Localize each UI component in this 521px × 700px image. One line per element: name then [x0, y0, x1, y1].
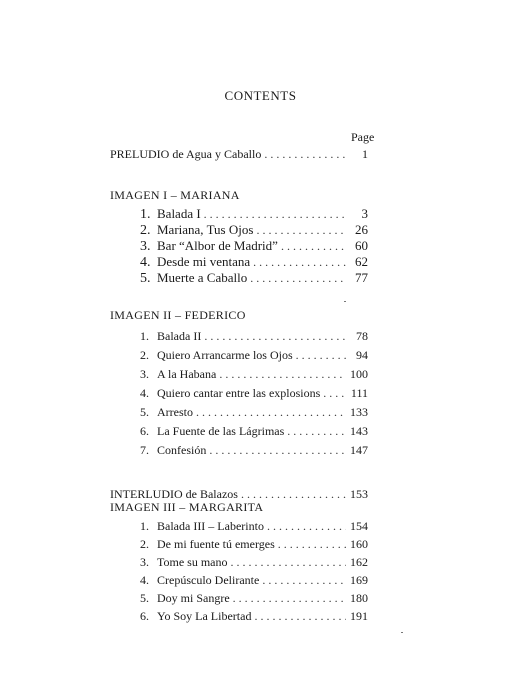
toc-entry-number: 2. — [140, 537, 149, 551]
toc-entry-label: La Fuente de las Lágrimas — [157, 424, 285, 438]
toc-entry-page: 1 — [362, 147, 368, 161]
toc-entry-label: INTERLUDIO de Balazos — [110, 487, 238, 501]
page-column-label: Page — [351, 130, 375, 144]
toc-entry[interactable] — [140, 442, 368, 458]
toc-entry-page: 26 — [355, 222, 368, 237]
toc-entry[interactable] — [140, 238, 368, 254]
toc-entry[interactable] — [140, 536, 368, 552]
toc-entry[interactable] — [140, 222, 368, 238]
dot-leader — [281, 238, 346, 254]
dot-leader — [219, 366, 346, 382]
toc-entry-number: 1. — [140, 207, 151, 222]
toc-entry-page: 191 — [350, 609, 368, 623]
toc-entry-label: Yo Soy La Libertad — [157, 609, 252, 623]
toc-entry-label: Tome su mano — [157, 555, 228, 569]
toc-entry[interactable] — [140, 608, 368, 624]
toc-entry-page: 169 — [350, 573, 368, 587]
dot-leader — [233, 590, 346, 606]
toc-entry-label: Crepúsculo Delirante — [157, 573, 260, 587]
toc-entry-page: 100 — [350, 367, 368, 381]
toc-entry-page: 3 — [361, 206, 368, 221]
toc-entry-page: 160 — [350, 537, 368, 551]
toc-entry-label: Quiero cantar entre las explosions — [157, 386, 321, 400]
toc-entry-label: Balada I — [157, 206, 201, 221]
toc-entry-preludio[interactable] — [110, 146, 368, 162]
toc-entry[interactable] — [140, 366, 368, 382]
toc-entry[interactable] — [140, 385, 368, 401]
toc-entry[interactable] — [140, 270, 368, 286]
toc-entry-label: Balada II — [157, 329, 202, 343]
toc-entry[interactable] — [140, 328, 368, 344]
toc-entry-page: 62 — [355, 254, 368, 269]
section-heading-imagen-3: IMAGEN III – MARGARITA — [110, 500, 264, 514]
toc-entry-page: 154 — [350, 519, 368, 533]
dot-leader — [209, 442, 346, 458]
toc-entry-number: 2. — [140, 348, 149, 362]
toc-entry-page: 147 — [350, 443, 368, 457]
toc-entry-page: 111 — [350, 386, 368, 400]
toc-entry[interactable] — [140, 572, 368, 588]
scan-speck — [344, 301, 346, 302]
dot-leader — [250, 270, 346, 286]
toc-entry-label: Quiero Arrancarme los Ojos — [157, 348, 293, 362]
dot-leader — [256, 222, 346, 238]
dot-leader — [254, 608, 346, 624]
dot-leader — [323, 385, 346, 401]
dot-leader — [264, 146, 346, 162]
toc-entry-number: 3. — [140, 555, 149, 569]
dot-leader — [278, 536, 346, 552]
scan-speck — [401, 632, 403, 633]
dot-leader — [296, 347, 346, 363]
toc-entry[interactable] — [140, 347, 368, 363]
dot-leader — [262, 572, 346, 588]
toc-entry[interactable] — [140, 254, 368, 270]
toc-entry-number: 6. — [140, 424, 149, 438]
toc-entry[interactable] — [140, 404, 368, 420]
dot-leader — [204, 328, 346, 344]
toc-entry-number: 6. — [140, 609, 149, 623]
toc-entry-label: De mi fuente tú emerges — [157, 537, 275, 551]
toc-entry-number: 5. — [140, 405, 149, 419]
toc-entry-number: 5. — [140, 591, 149, 605]
toc-entry-label: Confesión — [157, 443, 207, 457]
toc-entry-number: 7. — [140, 443, 149, 457]
toc-entry-label: Mariana, Tus Ojos — [157, 222, 254, 237]
toc-entry-number: 3. — [140, 367, 149, 381]
toc-entry-label: Doy mi Sangre — [157, 591, 230, 605]
toc-entry-label: A la Habana — [157, 367, 217, 381]
dot-leader — [204, 206, 346, 222]
toc-entry-number: 5. — [140, 271, 151, 286]
toc-entry-page: 143 — [350, 424, 368, 438]
toc-entry-label: Balada III – Laberinto — [157, 519, 264, 533]
page-title: CONTENTS — [224, 88, 297, 103]
toc-entry-number: 3. — [140, 239, 151, 254]
toc-entry-number: 4. — [140, 573, 149, 587]
toc-entry[interactable] — [140, 206, 368, 222]
toc-entry[interactable] — [140, 423, 368, 439]
toc-entry-page: 180 — [350, 591, 368, 605]
toc-entry-number: 4. — [140, 386, 149, 400]
dot-leader — [253, 254, 346, 270]
dot-leader — [196, 404, 346, 420]
toc-entry-label: PRELUDIO de Agua y Caballo — [110, 147, 262, 161]
toc-entry[interactable] — [140, 518, 368, 534]
toc-entry[interactable] — [140, 590, 368, 606]
toc-entry-label: Desde mi ventana — [157, 254, 251, 269]
toc-entry-label: Arresto — [157, 405, 193, 419]
toc-entry-page: 60 — [355, 238, 368, 253]
toc-entry-number: 1. — [140, 329, 149, 343]
toc-entry-page: 133 — [350, 405, 368, 419]
toc-entry-page: 77 — [355, 270, 368, 285]
toc-entry-page: 78 — [356, 329, 368, 343]
toc-entry-page: 153 — [350, 487, 368, 501]
dot-leader — [287, 423, 346, 439]
toc-entry-number: 4. — [140, 255, 151, 270]
toc-entry-label: Bar “Albor de Madrid” — [157, 238, 278, 253]
toc-entry-page: 162 — [350, 555, 368, 569]
toc-entry-label: Muerte a Caballo — [157, 270, 248, 285]
toc-entry-page: 94 — [356, 348, 368, 362]
dot-leader — [267, 518, 346, 534]
toc-entry-number: 1. — [140, 519, 149, 533]
dot-leader — [230, 554, 346, 570]
toc-entry-number: 2. — [140, 223, 151, 238]
section-heading-imagen-1: IMAGEN I – MARIANA — [110, 188, 240, 202]
toc-entry[interactable] — [140, 554, 368, 570]
section-heading-imagen-2: IMAGEN II – FEDERICO — [110, 308, 246, 322]
